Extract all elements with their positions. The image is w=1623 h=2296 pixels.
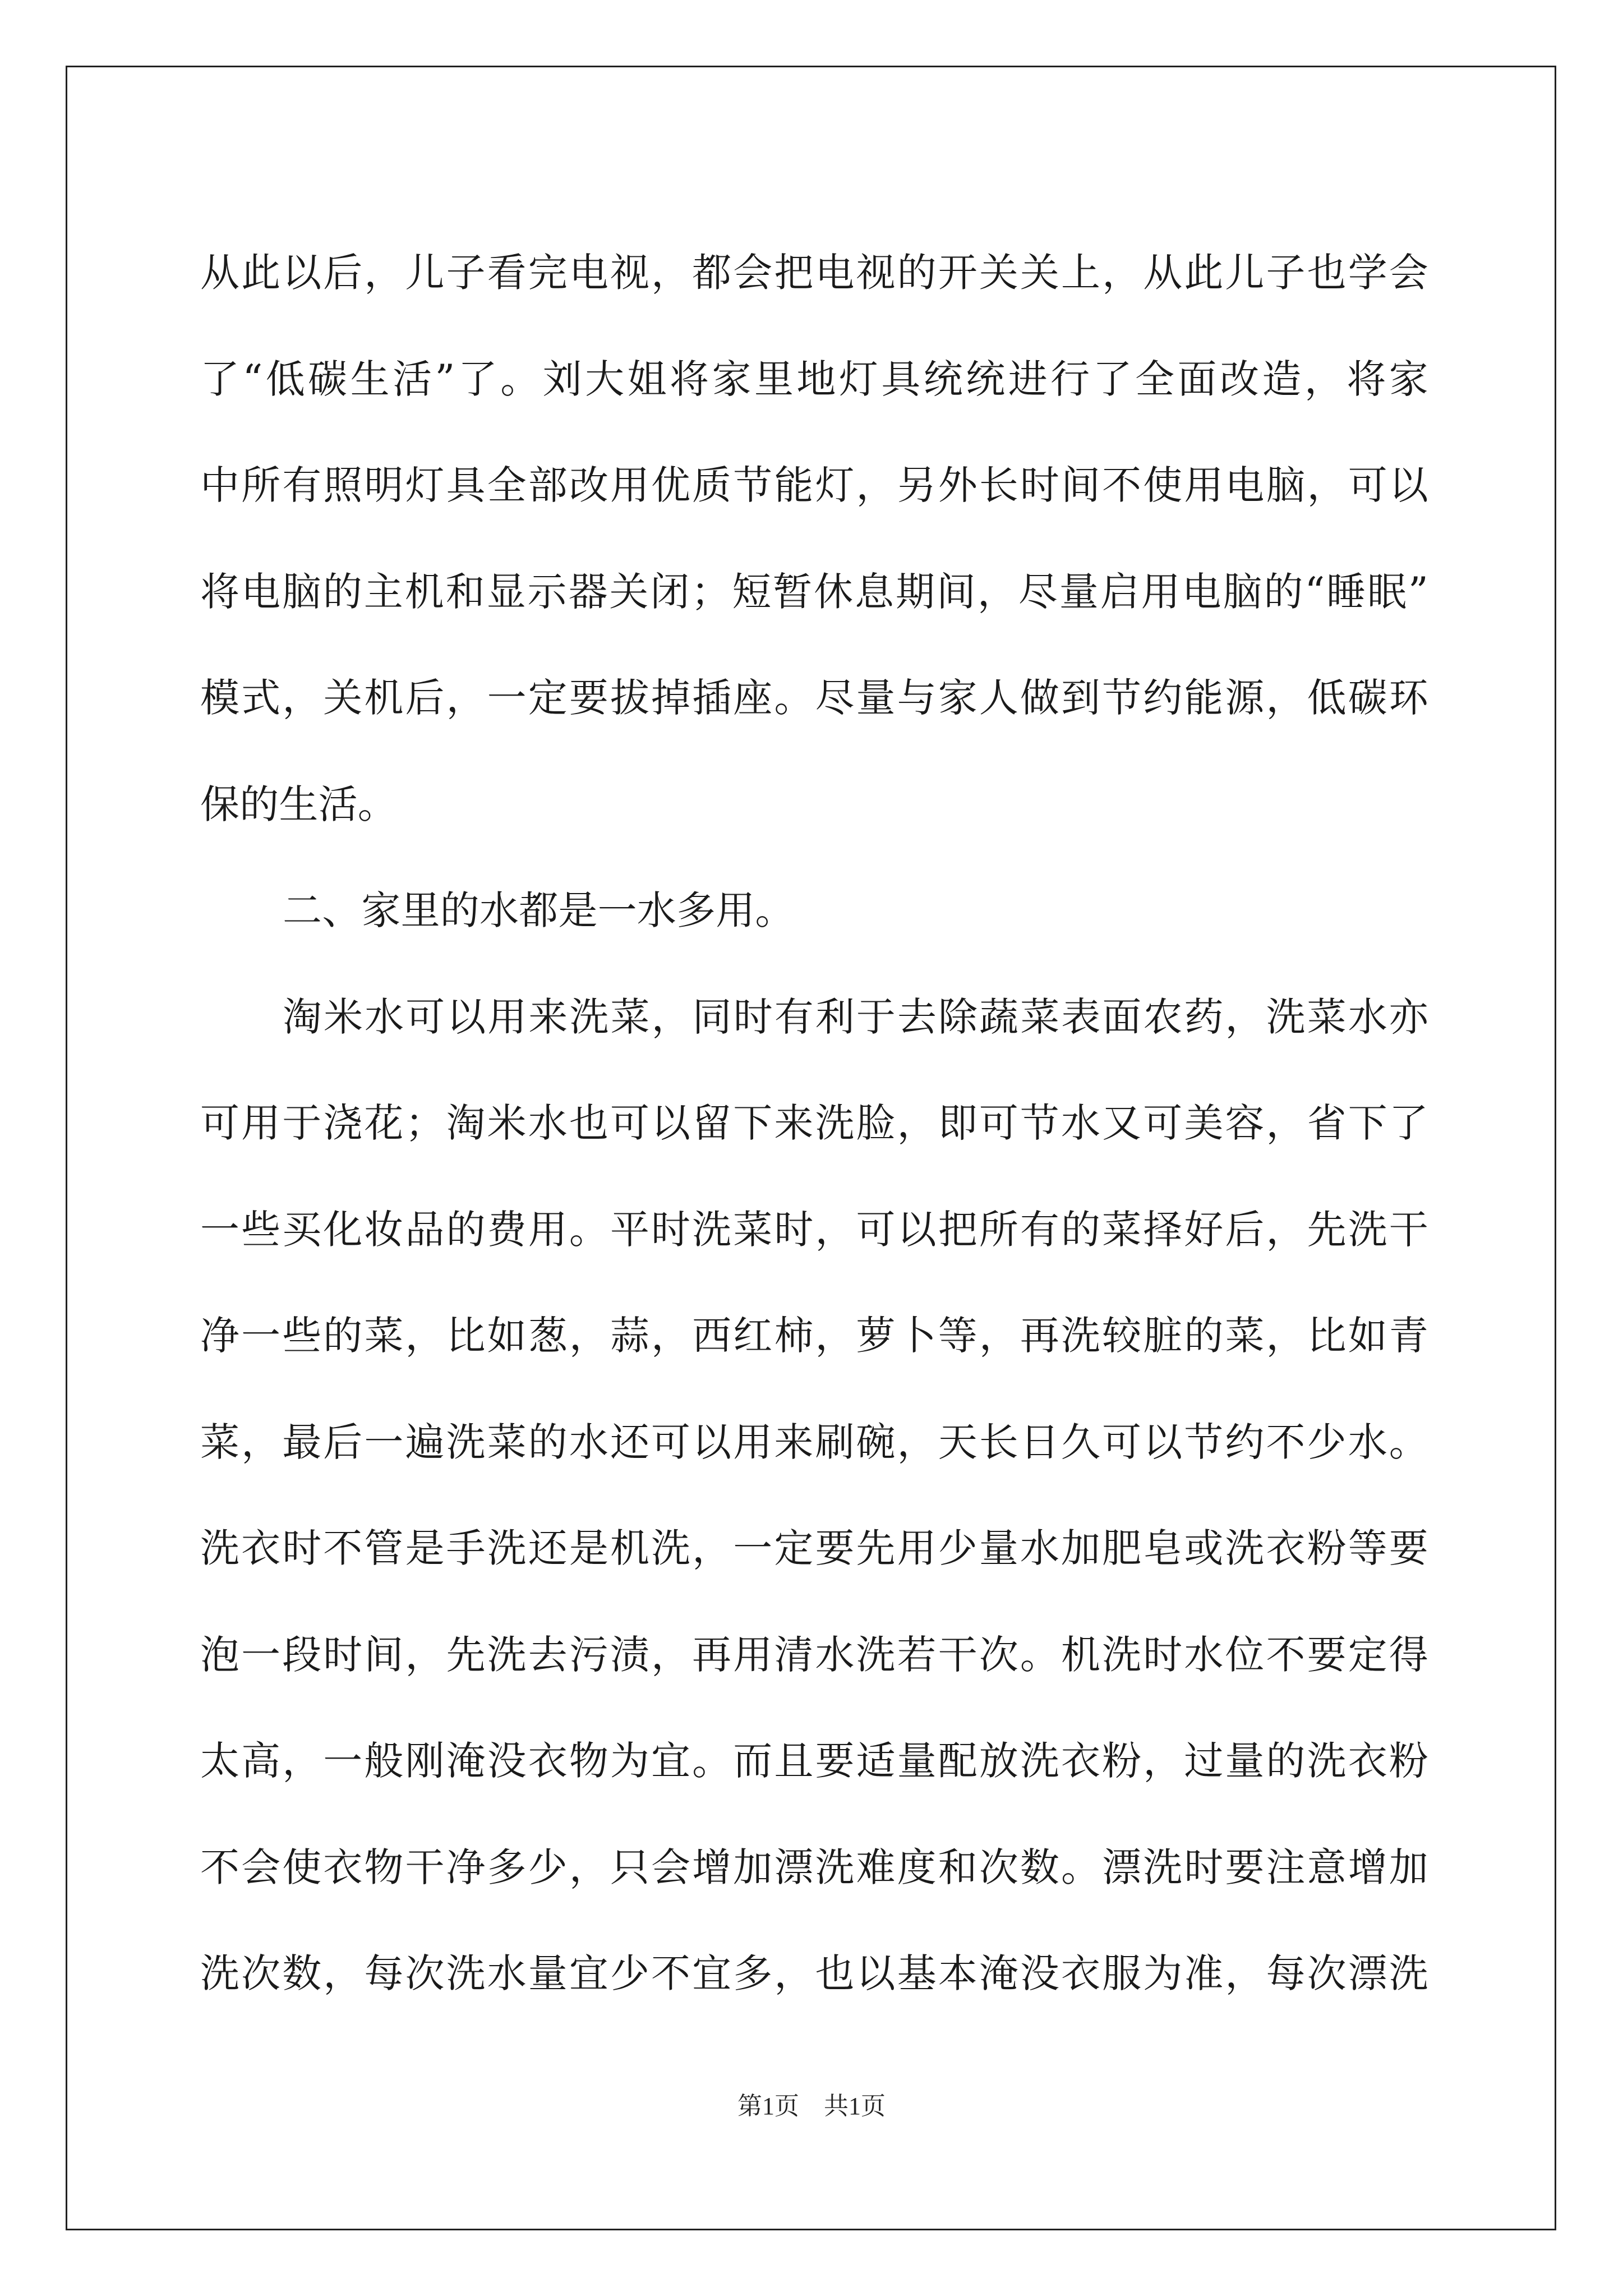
text-line: 将电脑的主机和显示器关闭；短暂休息期间，尽量启用电脑的“睡眠” <box>200 568 1428 615</box>
text-line: 模式，关机后，一定要拔掉插座。尽量与家人做到节约能源，低碳环 <box>200 675 1428 721</box>
document-body <box>200 220 1428 2027</box>
page-number: 第1页 共1页 <box>737 2092 886 2120</box>
text-line: 从此以后，儿子看完电视，都会把电视的开关关上，从此儿子也学会 <box>200 250 1428 296</box>
text-line: 菜，最后一遍洗菜的水还可以用来刷碗，天长日久可以节约不少水。 <box>200 1419 1428 1465</box>
text-line: 洗次数，每次洗水量宜少不宜多，也以基本淹没衣服为准，每次漂洗 <box>200 1950 1428 1996</box>
text-line: 可用于浇花；淘米水也可以留下来洗脸，即可节水又可美容，省下了 <box>200 1100 1428 1146</box>
text-line: 中所有照明灯具全部改用优质节能灯，另外长时间不使用电脑，可以 <box>200 462 1428 508</box>
section-heading: 二、家里的水都是一水多用。 <box>283 887 795 933</box>
text-line: 太高，一般刚淹没衣物为宜。而且要适量配放洗衣粉，过量的洗衣粉 <box>200 1738 1428 1784</box>
text-line: 一些买化妆品的费用。平时洗菜时，可以把所有的菜择好后，先洗干 <box>200 1206 1428 1253</box>
text-line: 净一些的菜，比如葱，蒜，西红柿，萝卜等，再洗较脏的菜，比如青 <box>200 1313 1428 1359</box>
text-line: 了“低碳生活”了。刘大姐将家里地灯具统统进行了全面改造，将家 <box>200 356 1428 402</box>
text-line: 不会使衣物干净多少，只会增加漂洗难度和次数。漂洗时要注意增加 <box>200 1844 1428 1890</box>
text-line: 保的生活。 <box>200 781 397 827</box>
text-line: 洗衣时不管是手洗还是机洗，一定要先用少量水加肥皂或洗衣粉等要 <box>200 1525 1428 1571</box>
text-line: 泡一段时间，先洗去污渍，再用清水洗若干次。机洗时水位不要定得 <box>200 1631 1428 1678</box>
text-line: 淘米水可以用来洗菜，同时有利于去除蔬菜表面农药，洗菜水亦 <box>283 993 1428 1040</box>
